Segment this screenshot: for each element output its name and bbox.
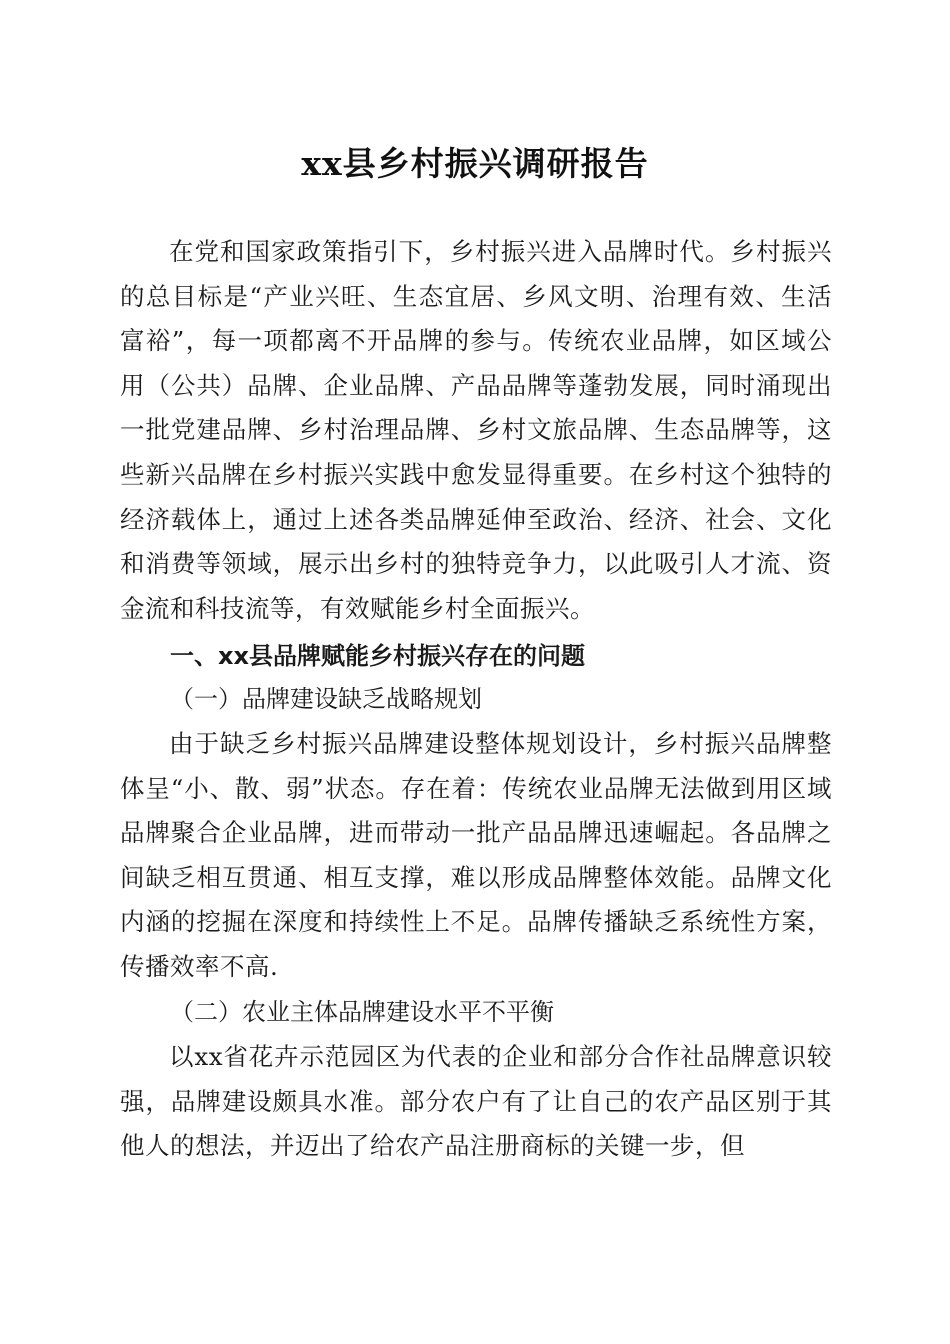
section-heading-1: 一、xx县品牌赋能乡村振兴存在的问题 xyxy=(170,642,585,670)
subsection-heading-1: （一）品牌建设缺乏战略规划 xyxy=(170,685,482,713)
subsection-2-paragraph: 以xx省花卉示范园区为代表的企业和部分合作社品牌意识较强，品牌建设颇具水准。部分农户有了让自己的农产品区别于其他人的想法，并迈出了给农产品注册商标的关键一步，但 xyxy=(120,1042,832,1161)
subsection-heading-2: （二）农业主体品牌建设水平不平衡 xyxy=(170,998,554,1026)
subsection-1-paragraph: 由于缺乏乡村振兴品牌建设整体规划设计，乡村振兴品牌整体呈“小、散、弱”状态。存在着：传统农业品牌无法做到用区域品牌聚合企业品牌，进而带动一批产品品牌迅速崛起。各品牌之间缺乏相互贯通、相互支撑，难以形成品牌整体效能。品牌文化内涵的挖掘在深度和持续性上不足。品牌传播缺乏系统性方案，传播效率不高. xyxy=(120,729,832,981)
intro-paragraph: 在党和国家政策指引下，乡村振兴进入品牌时代。乡村振兴的总目标是“产业兴旺、生态宜居、乡风文明、治理有效、生活富裕”，每一项都离不开品牌的参与。传统农业品牌，如区域公用（公共）品牌、企业品牌、产品品牌等蓬勃发展，同时涌现出一批党建品牌、乡村治理品牌、乡村文旅品牌、生态品牌等，这些新兴品牌在乡村振兴实践中愈发显得重要。在乡村这个独特的经济载体上，通过上述各类品牌延伸至政治、经济、社会、文化和消费等领域，展示出乡村的独特竞争力，以此吸引人才流、资金流和科技流等，有效赋能乡村全面振兴。 xyxy=(120,237,832,623)
document-title: xx县乡村振兴调研报告 xyxy=(301,144,649,183)
